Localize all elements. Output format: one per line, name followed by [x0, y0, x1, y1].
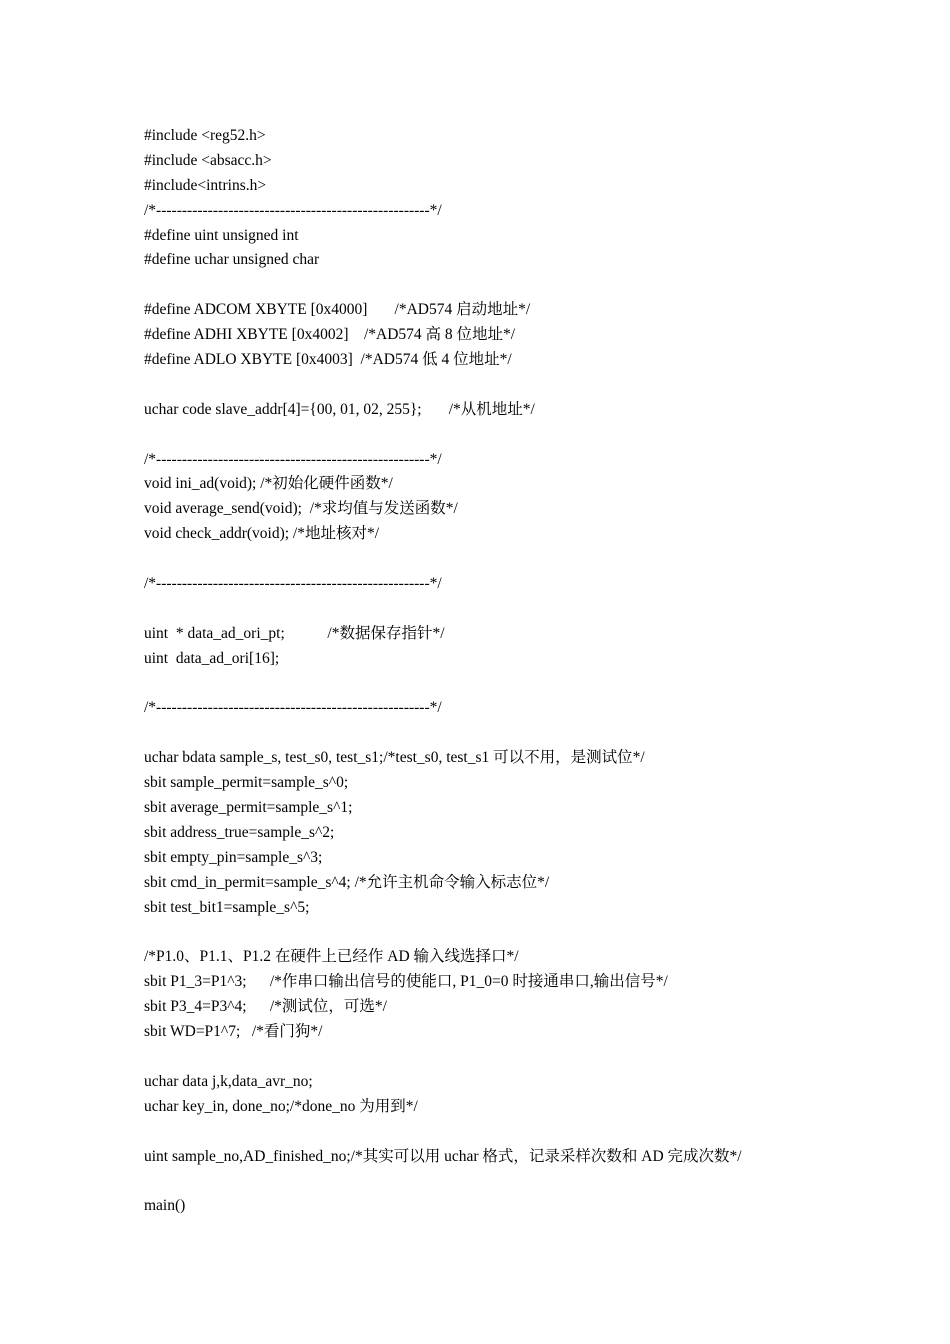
code-line: uchar code slave_addr[4]={00, 01, 02, 255}; /*从机地址*/ — [144, 400, 535, 418]
code-line: sbit average_permit=sample_s^1; — [144, 799, 353, 817]
code-line — [144, 1120, 924, 1145]
code-line: #define ADCOM XBYTE [0x4000] /*AD574 启动地址*/ — [144, 301, 531, 319]
code-line: void check_addr(void); /*地址核对*/ — [144, 525, 380, 543]
code-line: #include <absacc.h> — [144, 151, 272, 169]
code-line — [144, 672, 924, 697]
code-line: #define uchar unsigned char — [144, 251, 320, 269]
code-line: sbit WD=P1^7; /*看门狗*/ — [144, 1023, 323, 1041]
code-line: uchar bdata sample_s, test_s0, test_s1;/*test_s0, test_s1 可以不用，是测试位*/ — [144, 749, 645, 767]
code-line: #define uint unsigned int — [144, 226, 299, 244]
code-line: uint sample_no,AD_finished_no;/*其实可以用 uchar 格式，记录采样次数和 AD 完成次数*/ — [144, 1147, 742, 1165]
code-line: /*P1.0、P1.1、P1.2 在硬件上已经作 AD 输入线选择口*/ — [144, 948, 519, 966]
code-line — [144, 423, 924, 448]
code-line: /*-----------------------------------------------------*/ — [144, 201, 442, 219]
code-line — [144, 1045, 924, 1070]
code-line: uint * data_ad_ori_pt; /*数据保存指针*/ — [144, 624, 445, 642]
code-line: #include <reg52.h> — [144, 127, 266, 144]
code-line: void average_send(void); /*求均值与发送函数*/ — [144, 500, 458, 518]
code-line: sbit address_true=sample_s^2; — [144, 823, 335, 841]
code-line: #define ADHI XBYTE [0x4002] /*AD574 高 8 位地址*/ — [144, 326, 516, 344]
code-line — [144, 1169, 924, 1194]
code-line: uchar data j,k,data_avr_no; — [144, 1072, 313, 1090]
code-line: main() — [144, 1197, 186, 1215]
code-line: #include<intrins.h> — [144, 176, 267, 194]
code-line: sbit P3_4=P3^4; /*测试位，可选*/ — [144, 998, 387, 1016]
code-line — [144, 721, 924, 746]
code-line: uchar key_in, done_no;/*done_no 为用到*/ — [144, 1097, 418, 1115]
code-line: sbit P1_3=P1^3; /*作串口输出信号的使能口, P1_0=0 时接通串口,输出信号*/ — [144, 973, 668, 991]
code-line — [144, 373, 924, 398]
code-line: /*-----------------------------------------------------*/ — [144, 699, 442, 717]
code-line: #define ADLO XBYTE [0x4003] /*AD574 低 4 位地址*/ — [144, 351, 512, 369]
code-line — [144, 547, 924, 572]
code-line: void ini_ad(void); /*初始化硬件函数*/ — [144, 475, 393, 493]
code-line: sbit cmd_in_permit=sample_s^4; /*允许主机命令输入标志位*/ — [144, 873, 550, 891]
code-line — [144, 273, 924, 298]
code-line: /*-----------------------------------------------------*/ — [144, 575, 442, 593]
code-line: sbit sample_permit=sample_s^0; — [144, 774, 349, 792]
code-line — [144, 597, 924, 622]
code-line: uint data_ad_ori[16]; — [144, 649, 280, 667]
code-line: sbit test_bit1=sample_s^5; — [144, 898, 310, 916]
code-line: /*-----------------------------------------------------*/ — [144, 450, 442, 468]
code-listing — [144, 124, 924, 1219]
code-line — [144, 921, 924, 946]
code-line: sbit empty_pin=sample_s^3; — [144, 848, 323, 866]
